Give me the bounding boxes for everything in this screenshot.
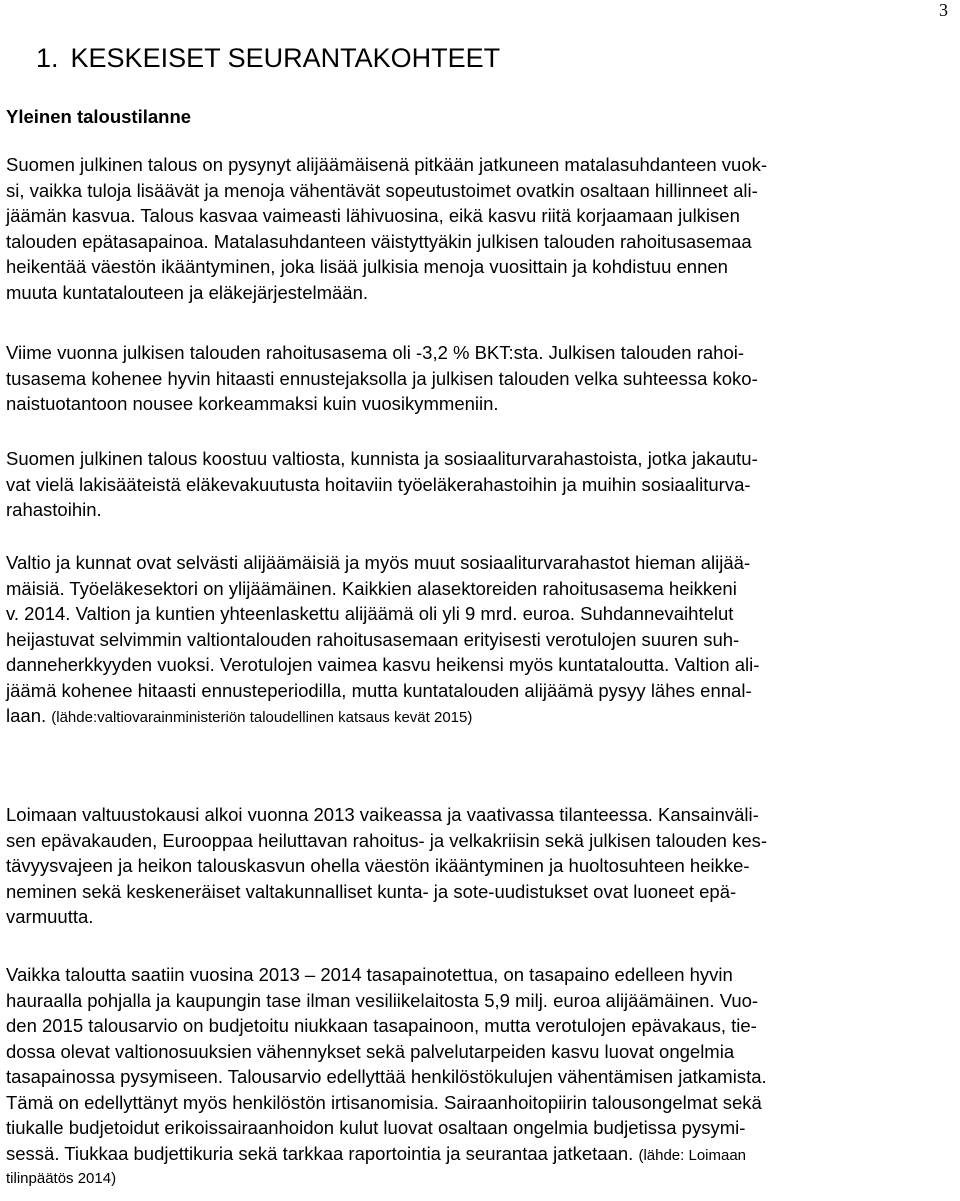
paragraph-text: sessä. Tiukkaa budjettikuria sekä tarkkaa raportointia ja seurantaa jatketaan.	[6, 1142, 639, 1164]
paragraph-line	[6, 703, 956, 729]
paragraph-line: mäisiä. Työeläkesektori on ylijäämäinen. Kaikkien alasektoreiden rahoitusasema heikkeni	[6, 577, 737, 599]
paragraph-line: heijastuvat selvimmin valtiontalouden rahoitusasemaan erityisesti verotulojen suuren suh-	[6, 628, 740, 650]
paragraph-line: dossa olevat valtionosuuksien vähennykset sekä palvelutarpeiden kasvu luovat ongelmia	[6, 1040, 735, 1062]
paragraph-line: Viime vuonna julkisen talouden rahoitusasema oli -3,2 % BKT:sta. Julkisen talouden rahoi-	[6, 342, 745, 363]
paragraph-text: laan.	[6, 705, 52, 726]
paragraph-4	[6, 550, 956, 729]
section-number: 1.	[36, 43, 59, 73]
paragraph-line: naistuotantoon nousee korkeammaksi kuin vuosikymmeniin.	[6, 393, 499, 414]
section-title: KESKEISET SEURANTAKOHTEET	[70, 43, 501, 73]
paragraph-line: neminen sekä keskeneräiset valtakunnalliset kunta- ja sote-uudistukset ovat luoneet epä-	[6, 880, 737, 902]
paragraph-line: varmuutta.	[6, 906, 94, 927]
paragraph-line: den 2015 talousarvio on budjetoitu niukkaan tasapainoon, mutta verotulojen epävakaus, tie-	[6, 1015, 757, 1036]
paragraph-line: tusasema kohenee hyvin hitaasti ennustejaksolla ja julkisen talouden velka suhteessa koko-	[6, 367, 758, 389]
paragraph-line: tiukalle budjetoidut erikoissairaanhoidon kulut luovat osaltaan ongelmia budjetissa pysymi-	[6, 1117, 746, 1138]
source-citation: (lähde: Loimaan	[638, 1146, 747, 1164]
paragraph-line: Tämä on edellyttänyt myös henkilöstön irtisanomisia. Sairaanhoitopiirin talousongelmat sekä	[6, 1091, 762, 1113]
paragraph-line: tasapainossa pysymiseen. Talousarvio edellyttää henkilöstökulujen vähentämisen jatkamista.	[6, 1066, 767, 1087]
source-citation: tilinpäätös 2014)	[6, 1170, 117, 1187]
paragraph-3	[6, 446, 956, 523]
paragraph-line: rahastoihin.	[6, 499, 102, 520]
paragraph-1	[6, 152, 956, 305]
paragraph-2	[6, 340, 956, 417]
paragraph-line: danneherkkyyden vuoksi. Verotulojen vaimea kasvu heikensi myös kuntataloutta. Valtion ali-	[6, 654, 760, 675]
paragraph-line: vat vielä lakisääteistä eläkevakuutusta hoitaviin työeläkerahastoihin ja muihin sosiaaliturva-	[6, 473, 751, 495]
paragraph-line: Loimaan valtuustokausi alkoi vuonna 2013 vaikeassa ja vaativassa tilanteessa. Kansainväli-	[6, 804, 759, 825]
source-citation: (lähde:valtiovarainministeriön taloudellinen katsaus kevät 2015)	[51, 709, 473, 726]
paragraph-line: muuta kuntatalouteen ja eläkejärjestelmään.	[6, 281, 369, 303]
subheading: Yleinen taloustilanne	[6, 106, 192, 127]
paragraph-6	[6, 962, 956, 1192]
paragraph-line: v. 2014. Valtion ja kuntien yhteenlaskettu alijäämä oli yli 9 mrd. euroa. Suhdannevaihtelut	[6, 603, 734, 624]
paragraph-line: hauraalla pohjalla ja kaupungin tase ilman vesiliikelaitosta 5,9 milj. euroa alijäämäinen. Vuo-	[6, 989, 759, 1011]
paragraph-5	[6, 802, 956, 930]
paragraph-line: jäämä kohenee hitaasti ennusteperiodilla, mutta kuntatalouden alijäämä pysyy lähes ennal-	[6, 679, 752, 701]
paragraph-line	[6, 1141, 956, 1167]
paragraph-line: Suomen julkinen talous koostuu valtiosta, kunnista ja sosiaaliturvarahastoista, jotka jakautu-	[6, 448, 758, 469]
paragraph-line: Suomen julkinen talous on pysynyt alijäämäisenä pitkään jatkuneen matalasuhdanteen vuok-	[6, 154, 768, 175]
paragraph-line: jäämän kasvua. Talous kasvaa vaimeasti lähivuosina, eikä kasvu riitä korjaamaan julkisen	[6, 205, 740, 226]
section-heading	[36, 42, 500, 74]
paragraph-line: Vaikka taloutta saatiin vuosina 2013 – 2014 tasapainotettua, on tasapaino edelleen hyvin	[6, 964, 733, 985]
paragraph-line: Valtio ja kunnat ovat selvästi alijäämäisiä ja myös muut sosiaaliturvarahastot hieman alijää-	[6, 552, 751, 573]
paragraph-line: talouden epätasapainoa. Matalasuhdanteen väistyttyäkin julkisen talouden rahoitusasemaa	[6, 230, 752, 252]
page-number: 3	[939, 0, 948, 20]
paragraph-line: si, vaikka tuloja lisäävät ja menoja vähentävät sopeutustoimet ovatkin osaltaan hillinneet ali-	[6, 179, 758, 201]
paragraph-line: sen epävakauden, Eurooppaa heiluttavan rahoitus- ja velkakriisin sekä julkisen talouden kes-	[6, 829, 768, 851]
paragraph-line: heikentää väestön ikääntyminen, joka lisää julkisia menoja vuosittain ja kohdistuu ennen	[6, 256, 728, 277]
paragraph-line: tävyysvajeen ja heikon talouskasvun ohella väestön ikääntyminen ja huoltosuhteen heikke-	[6, 855, 750, 876]
